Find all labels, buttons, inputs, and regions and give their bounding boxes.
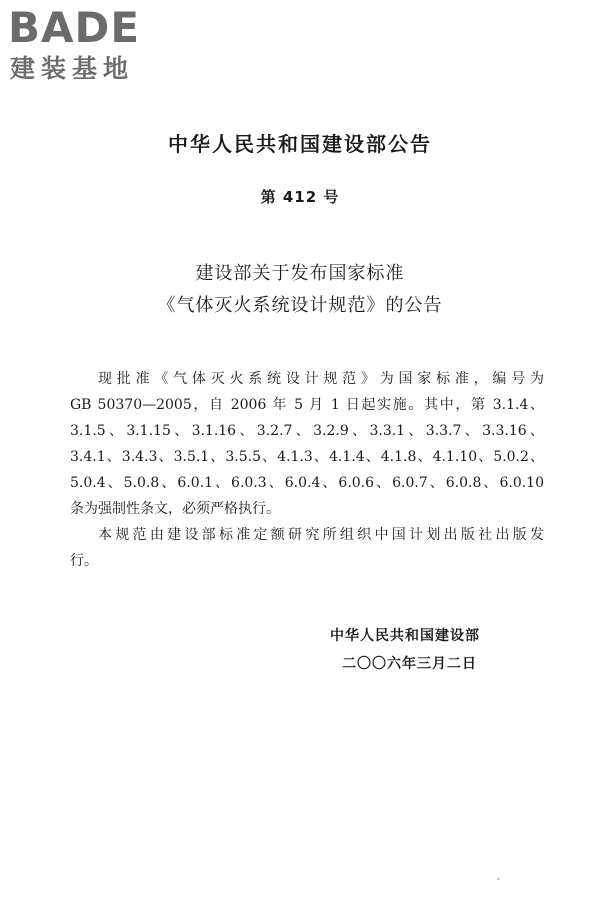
body-line: 行。 [70,553,98,569]
announcement-title: 中华人民共和国建设部公告 [168,132,432,156]
body-line: GB 50370—2005，自 2006 年 5 月 1 日起实施。其中，第 3.1.4、 [70,397,544,413]
announcement-number: 第 412 号 [260,188,340,206]
logo-subtitle: 建装基地 [10,54,135,83]
signature-block [330,622,480,678]
body-line: 条为强制性条文，必须严格执行。 [70,501,280,517]
body-paragraph-1 [70,366,544,522]
subtitle-line-1: 建设部关于发布国家标准 [195,263,405,284]
issuing-organization: 中华人民共和国建设部 [330,628,480,644]
subtitle-line-2: 《气体灭火系统设计规范》的公告 [157,295,443,316]
issue-date: 二〇〇六年三月二日 [342,656,477,672]
scan-speck [497,878,500,880]
body-line: 3.1.5、3.1.15、3.1.16、3.2.7、3.2.9、3.3.1、3.3.7、3.3.16、 [70,423,544,439]
body-paragraph-2 [70,522,544,574]
body-line: 本规范由建设部标准定额研究所组织中国计划出版社出版发 [98,527,544,543]
bade-logo [8,3,178,84]
body-line: 5.0.4、5.0.8、6.0.1、6.0.3、6.0.4、6.0.6、6.0.7、6.0.8、6.0.10 [70,475,544,491]
logo-brand-text: BADE [8,3,141,52]
body-line: 现批准《气体灭火系统设计规范》为国家标准，编号为 [98,371,544,387]
announcement-subtitle [0,258,600,322]
body-line: 3.4.1、3.4.3、3.5.1、3.5.5、4.1.3、4.1.4、4.1.8、4.1.10、5.0.2、 [70,449,544,465]
announcement-body [70,366,544,574]
